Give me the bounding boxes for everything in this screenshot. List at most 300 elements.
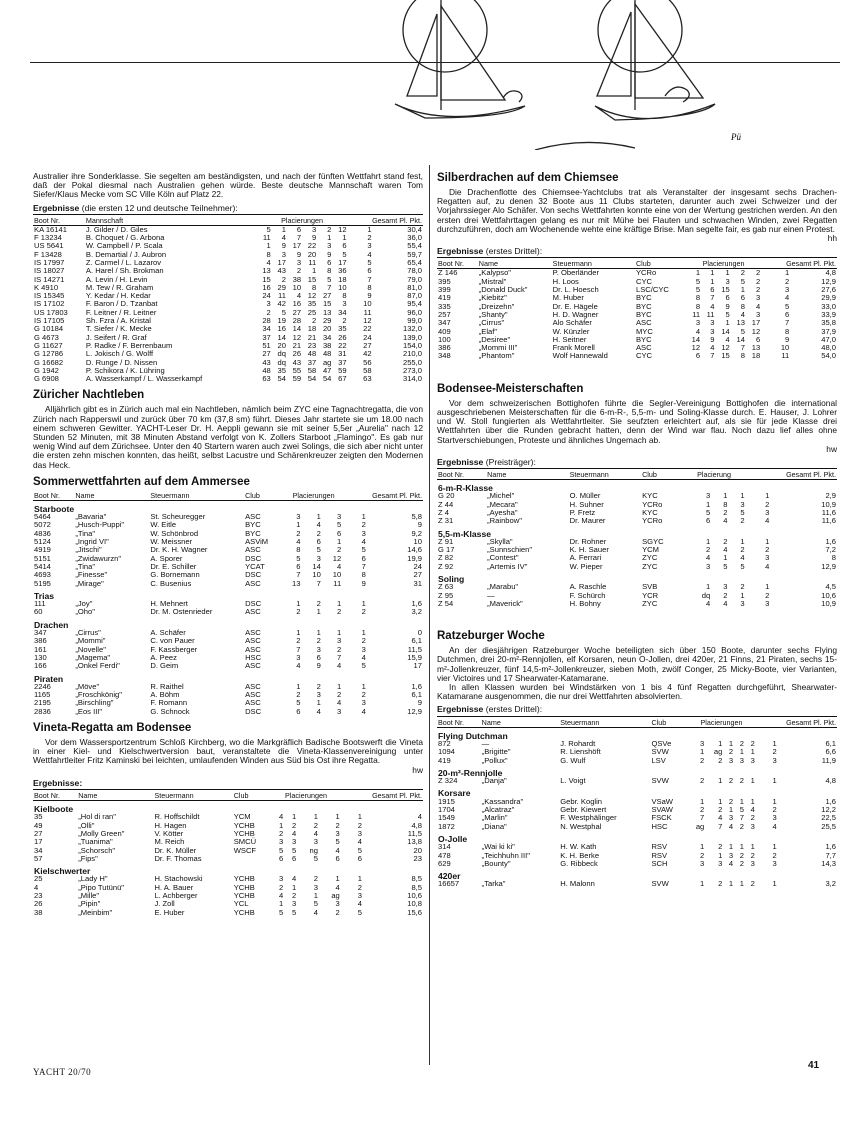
table-cell: SVW (651, 776, 669, 786)
table-cell: R. Raithel (150, 681, 184, 691)
table-cell: BYC (635, 293, 652, 303)
table-cell: 17 (292, 241, 302, 251)
table-cell: 19 (277, 316, 286, 326)
table-cell: 96,0 (407, 307, 422, 317)
table-cell: 14 (721, 326, 730, 336)
table-cell: 1094 (438, 747, 455, 757)
col-gesamt: Gesamt Pl. Pkt. (346, 492, 423, 501)
table-row (437, 880, 837, 888)
table-cell: 5195 (34, 578, 51, 588)
table-cell: 5 (266, 224, 271, 234)
table-cell: 2 (740, 582, 745, 592)
table-cell: 12 (363, 316, 372, 326)
table-cell: 20 (322, 324, 332, 334)
table-cell: 3 (335, 828, 340, 838)
table-cell: 4 (281, 233, 286, 243)
table-cell: 18 (338, 274, 347, 284)
table-cell: 11,5 (407, 828, 422, 838)
table-cell: 7 (710, 293, 715, 303)
table-cell: 2 (723, 508, 728, 517)
table-cell: 7 (739, 813, 744, 823)
table-cell: 210,0 (402, 349, 422, 359)
col-boot: Boot Nr. (33, 492, 74, 501)
table-cell: ASC (245, 607, 261, 617)
table-cell: 4919 (34, 545, 51, 555)
table-cell: „Rainbow" (487, 516, 522, 526)
table-cell: 5072 (34, 520, 51, 530)
table-cell: L. Voigt (560, 776, 586, 786)
right-column (437, 172, 837, 889)
table-cell: 872 (438, 738, 451, 748)
table-cell: 12,9 (407, 706, 422, 716)
table-cell: 2 (367, 233, 372, 243)
table-cell: Gebr. Koglin (560, 796, 603, 806)
table-cell: YCHB (233, 890, 255, 900)
bodensee-results-label: Ergebnisse (Preisträger): (437, 458, 837, 469)
table-cell: Wolf Hannewald (552, 351, 608, 361)
table-cell: 5464 (34, 512, 51, 522)
table-cell: 419 (438, 755, 451, 765)
table-cell: SMCÜ (233, 837, 257, 847)
table-cell: 18 (307, 324, 317, 334)
table-cell: 395 (438, 276, 451, 286)
table-cell: 1 (291, 812, 297, 822)
table-cell: 4 (278, 812, 284, 822)
table-cell: 2 (357, 882, 362, 892)
table-cell: O. Müller (569, 491, 601, 501)
table-cell: ASViM (245, 537, 269, 547)
table-cell: 1 (342, 233, 347, 243)
table-cell: „Tina" (75, 528, 96, 538)
table-cell: 2 (336, 690, 342, 700)
table-cell: 35 (34, 812, 43, 822)
table-cell: 7 (700, 813, 705, 823)
table-cell: 4 (725, 334, 730, 344)
table-cell: BYC (245, 520, 261, 530)
table-cell: 2 (765, 545, 770, 555)
table-cell: 1 (316, 628, 321, 638)
table-cell: 1 (706, 499, 711, 509)
table-cell: V. Kötter (154, 828, 184, 838)
table-cell: 4,8 (825, 268, 836, 278)
table-cell: 14 (736, 334, 745, 344)
table-cell: 2 (756, 268, 761, 278)
table-cell: 63 (363, 374, 372, 384)
table-cell: Z 44 (438, 499, 454, 509)
col-boot: Boot Nr. (33, 217, 85, 226)
table-cell: F. Baron / D. Tzanbat (85, 299, 158, 309)
table-cell: 2 (718, 879, 723, 889)
table-cell: 4 (728, 821, 734, 831)
table-cell: „Meinbim" (78, 907, 113, 917)
table-cell: „Onkel Ferdi" (75, 661, 120, 671)
table-cell: 34 (322, 332, 332, 342)
table-cell: F. Kassberger (150, 644, 198, 654)
table-cell: 2 (765, 590, 770, 600)
col-steuermann: Steuermann (569, 471, 642, 480)
table-cell: 11 (363, 307, 372, 317)
table-cell: „Marlin" (481, 813, 508, 823)
table-cell: 1 (772, 738, 777, 748)
table-cell: 5 (357, 907, 362, 917)
table-cell: G 11627 (34, 340, 63, 350)
table-cell: „Elaf" (478, 326, 498, 336)
col-steuermann: Steuermann (153, 792, 232, 801)
table-cell: 36,0 (407, 233, 422, 243)
table-cell: 2 (740, 545, 745, 555)
table-cell: HSC (245, 652, 262, 662)
table-cell: „Pipin" (78, 899, 101, 909)
table-cell: 4 (728, 858, 734, 868)
table-cell: 3 (357, 890, 362, 900)
table-row (437, 777, 837, 785)
table-cell: L. Jokisch / G. Wolff (85, 349, 154, 359)
vineta-paragraph: Vor dem Wassersportzentrum Schloß Kirchberg, wo die Markgräflich Badische Bootswerft die Vineta in einer Kiel- und Kielschwertversion baut, veranstaltete die Vineta-Klassenvereinigung unter Wettfahrtleiter Fritz Kaminski bei leichten, umlaufenden Winden aus Süd bis Ost ihre Regatta. (33, 737, 423, 766)
table-cell: B. Demartial / J. Aubron (85, 249, 167, 259)
table-cell: 16657 (438, 879, 460, 889)
table-cell: 1 (700, 842, 705, 852)
table-cell: 3 (728, 755, 734, 765)
table-cell: „Phantom" (478, 351, 515, 361)
table-cell: 4 (706, 553, 711, 563)
table-cell: „Novelle" (75, 644, 106, 654)
table-cell: 132,0 (402, 324, 422, 334)
table-cell: 2 (700, 805, 705, 815)
table-cell: 67 (338, 374, 347, 384)
table-cell: YCRo (642, 516, 663, 526)
table-cell: 3 (785, 285, 790, 295)
table-cell: A. Peez (150, 652, 177, 662)
table-cell: 139,0 (402, 332, 422, 342)
table-cell: 7 (296, 570, 301, 580)
table-cell: 2 (336, 607, 342, 617)
table-cell: J. Zoll (154, 899, 175, 909)
table-cell: 81,0 (407, 282, 422, 292)
table-cell: RSV (651, 842, 668, 852)
table-cell: 1 (336, 681, 342, 691)
table-cell: 17 (34, 837, 43, 847)
table-cell: „Artemis IV" (487, 561, 528, 571)
table-cell: „Finesse" (75, 570, 108, 580)
table-cell: 5 (740, 276, 745, 286)
table-cell: 8 (740, 301, 745, 311)
table-row (33, 580, 423, 588)
table-cell: H. W. Kath (560, 842, 597, 852)
table-cell: 8 (785, 326, 790, 336)
col-gesamt: Gesamt Pl. Pkt. (761, 260, 837, 269)
table-cell: 4 (313, 907, 318, 917)
table-cell: 1 (278, 820, 284, 830)
class-group-label: Piraten (34, 673, 64, 684)
table-cell: 3 (700, 858, 705, 868)
table-cell: 4 (296, 537, 301, 547)
col-gesamt: Gesamt Pl. Pkt. (341, 792, 423, 801)
table-cell: YCHB (233, 907, 255, 917)
table-cell: 1 (706, 582, 711, 592)
table-cell: 1 (739, 842, 744, 852)
class-group-label: 20-m²-Rennjolle (438, 767, 503, 778)
table-cell: ag (322, 357, 332, 367)
table-cell: „Kassandra" (481, 796, 524, 806)
table-cell: 4 (740, 553, 745, 563)
table-cell: 2 (281, 274, 286, 284)
table-cell: 335 (438, 301, 451, 311)
table-cell: YCM (642, 545, 659, 555)
table-cell: 5 (357, 845, 362, 855)
table-cell: „Fips" (78, 853, 98, 863)
table-cell: 3 (772, 755, 777, 765)
table-cell: 2 (772, 805, 777, 815)
table-cell: 5 (361, 661, 366, 671)
table-cell: YCRo (635, 268, 657, 278)
table-cell: 27 (292, 307, 302, 317)
table-cell: BYC (635, 334, 652, 344)
table-cell: 2 (740, 516, 745, 526)
table-cell: 3 (706, 491, 711, 501)
bodensee-results-table (437, 471, 837, 608)
table-cell: 1 (725, 318, 730, 328)
group-heading-row (33, 671, 423, 683)
table-cell: 43 (292, 357, 302, 367)
table-cell: FSCK (651, 813, 672, 823)
table-cell: — (487, 590, 495, 600)
table-cell: LSC/CYC (635, 285, 669, 295)
table-cell: 2 (313, 820, 318, 830)
table-cell: G. Schnock (150, 706, 190, 716)
table-cell: YCHB (233, 874, 255, 884)
table-cell: „Maverick" (487, 598, 523, 608)
table-cell: DSC (245, 553, 262, 563)
table-cell: 4 (723, 598, 728, 608)
table-cell: 1 (336, 537, 342, 547)
table-cell: 17 (751, 318, 761, 328)
table-cell: 4 (750, 805, 755, 815)
table-cell: 12 (292, 332, 302, 342)
table-cell: Alo Schäfer (552, 318, 592, 328)
table-cell: 12 (751, 326, 761, 336)
table-cell: 1 (296, 599, 301, 609)
table-cell: 14,3 (821, 858, 836, 868)
table-cell: 48 (322, 349, 332, 359)
table-cell: 2 (316, 599, 321, 609)
table-cell: „Kiebitz" (478, 293, 507, 303)
table-cell: 87,0 (407, 291, 422, 301)
table-cell: 2 (785, 276, 790, 286)
table-cell: C. Busenius (150, 578, 192, 588)
table-cell: 5 (281, 307, 286, 317)
table-cell: 1 (313, 812, 318, 822)
table-cell: 11,5 (407, 644, 422, 654)
table-cell: 348 (438, 351, 451, 361)
table-cell: 99,0 (407, 316, 422, 326)
col-steuermann: Steuermann (149, 492, 244, 501)
table-cell: 5 (342, 249, 347, 259)
table-cell: 1 (278, 899, 284, 909)
table-cell: 5 (278, 845, 284, 855)
table-cell: 95,4 (407, 299, 422, 309)
table-cell: P. Oberländer (552, 268, 599, 278)
table-cell: L. Achberger (154, 890, 198, 900)
table-cell: ASC (245, 644, 261, 654)
table-cell: „Skylla" (487, 536, 513, 546)
table-cell: P. Fretz (569, 508, 596, 517)
table-cell: 3 (296, 512, 301, 522)
table-cell: 6 (695, 351, 701, 361)
table-cell: 1 (700, 879, 705, 889)
bodensee-paragraph: Vor dem schweizerischen Bottighofen führte die Segler-Vereinigung Bottighofen die international ausgeschriebenen Meisterschaften für die 6-m-R-, 5,5-m- und Soling-Klasse durch. E. Hauser, J. Lohrer und W. Stoll fungierten als Wettfahrtleiter. Sie seufzten erleichtert auf, als sie für jede Klasse drei Wettfahrten über die Runden gebracht hatten, denn der Wind war flau. Noch dazu lief alles ohne Startverschiebungen, Proteste und ähnliches Ungemach ab. (437, 397, 837, 445)
table-row (437, 600, 837, 608)
table-cell: 59,7 (407, 249, 422, 259)
table-cell: 7 (327, 282, 332, 292)
table-cell: 11 (262, 233, 271, 243)
table-cell: G 1942 (34, 365, 59, 375)
table-cell: 2 (336, 644, 342, 654)
table-cell: 8 (312, 282, 317, 292)
table-cell: 13 (292, 578, 301, 588)
table-cell: ASC (245, 681, 261, 691)
table-cell: 9 (710, 334, 715, 344)
table-cell: 6 (361, 553, 366, 563)
table-cell: „Marabu" (487, 582, 519, 592)
table-cell: 2 (728, 796, 734, 806)
table-cell: IS 17105 (34, 316, 65, 326)
table-cell: 6,6 (825, 747, 836, 757)
table-cell: 3 (740, 598, 745, 608)
table-cell: Dr. Rohner (569, 536, 607, 546)
table-cell: 1,6 (825, 796, 836, 806)
table-cell: 2 (718, 755, 723, 765)
table-cell: 59 (292, 374, 302, 384)
table-cell: 10,8 (407, 899, 422, 909)
table-cell: 4 (772, 821, 777, 831)
table-cell: ASC (245, 690, 261, 700)
table-cell: 399 (438, 285, 451, 295)
table-cell: 2 (296, 607, 301, 617)
table-cell: 4 (765, 516, 770, 526)
table-cell: Dr. L. Hoesch (552, 285, 599, 295)
table-cell: 1 (772, 879, 777, 889)
class-group-label: Kielboote (34, 804, 74, 815)
table-cell: 1,6 (825, 536, 836, 546)
table-cell: 58 (307, 365, 317, 375)
table-cell: 10,9 (821, 598, 836, 608)
table-cell: 1 (710, 268, 715, 278)
table-cell: 3 (728, 813, 734, 823)
table-cell: 16 (292, 299, 302, 309)
table-cell: G 10184 (34, 324, 64, 334)
table-cell: ng (309, 845, 318, 855)
table-cell: „Mommi III" (478, 343, 518, 353)
table-cell: SCH (651, 858, 668, 868)
table-cell: 2 (739, 858, 744, 868)
class-group-label: Trias (34, 590, 55, 601)
table-cell: G 20 (438, 491, 455, 501)
table-cell: 2 (739, 738, 744, 748)
table-cell: 3 (740, 499, 745, 509)
table-cell: 15 (322, 299, 332, 309)
table-cell: 4,8 (411, 820, 422, 830)
table-cell: 1 (316, 607, 321, 617)
table-cell: 6 (327, 258, 332, 267)
table-cell: 17 (277, 258, 286, 267)
table-cell: 9 (417, 520, 422, 530)
table-cell: 4 (357, 837, 362, 847)
table-cell: 1 (281, 224, 286, 234)
table-cell: 13 (736, 318, 745, 328)
table-cell: 9 (281, 241, 286, 251)
table-cell: 2 (296, 266, 302, 276)
table-cell: H. Malonn (560, 879, 595, 889)
table-cell: 56 (363, 357, 372, 367)
table-cell: 2 (728, 747, 734, 757)
table-cell: „Pipo Tutünü" (78, 882, 124, 892)
table-cell: 5151 (34, 553, 51, 563)
table-cell: 1 (739, 747, 744, 757)
table-row (33, 662, 423, 670)
table-cell: 17 (413, 661, 422, 671)
table-cell: 2 (756, 276, 761, 286)
col-placierung: Placierung (682, 471, 745, 480)
table-cell: 1,6 (411, 599, 422, 609)
table-cell: 1 (316, 512, 321, 522)
table-cell: 54,0 (821, 351, 836, 361)
table-cell: „Möve" (75, 681, 100, 691)
table-row (33, 375, 423, 383)
bodensee-author-sign: hw (826, 443, 837, 454)
table-cell: 3 (739, 755, 744, 765)
table-cell: 15,9 (407, 652, 422, 662)
class-group-label: 6-m-R-Klasse (438, 483, 493, 494)
table-cell: 2 (750, 813, 755, 823)
table-cell: 14 (691, 334, 701, 344)
table-cell: ASC (635, 318, 652, 328)
table-cell: „Tina" (75, 561, 96, 571)
table-cell: 4 (765, 561, 770, 571)
table-cell: 4 (336, 661, 342, 671)
table-cell: 7 (785, 318, 790, 328)
table-cell: 7 (361, 561, 366, 571)
table-cell: 11 (333, 578, 342, 588)
table-cell: 8 (296, 545, 301, 555)
table-cell: G 4673 (34, 332, 59, 342)
table-cell: 14 (312, 561, 321, 571)
table-cell: 1 (740, 536, 745, 546)
table-cell: „Mistral" (478, 276, 507, 286)
table-cell: 1 (296, 628, 301, 638)
table-cell: „Diana" (481, 821, 507, 831)
ratzeburg-paragraph-1: An der diesjährigen Ratzeburger Woche beteiligten sich über 150 Boote, darunter sechs Flying Dutchmen, drei 20-m²-Rennjollen, elf Korsaren, neun O-Jollen, drei 420er, 21 Finns, 21 Piraten, sechs 15-m²-Jollenkreuzer, fünf 14,5-m²-Jollenkreuzer, sieben Moth, zwölf Conger, 25 Micky-Boote, vier Varianten, vier Victoires und 17 Shearwater-Katamarane. (437, 645, 837, 683)
table-cell: LSV (651, 755, 666, 765)
table-cell: 2 (296, 528, 301, 538)
table-cell: 2 (756, 285, 761, 295)
table-cell: 23 (413, 853, 422, 863)
table-cell: 1 (335, 812, 340, 822)
table-cell: 8 (327, 266, 332, 276)
table-cell: 4 (316, 520, 321, 530)
table-cell: 47,0 (821, 334, 836, 344)
table-cell: G. Bornemann (150, 570, 200, 580)
table-cell: 7 (740, 343, 745, 353)
table-cell: 24 (262, 291, 271, 301)
table-cell: 7 (718, 821, 723, 831)
table-cell: „Tuanima" (78, 837, 113, 847)
table-cell: „Schorsch" (78, 845, 116, 855)
table-cell: 8,5 (411, 874, 422, 884)
table-cell: „Ingrid VI" (75, 537, 109, 547)
table-cell: „Joy" (75, 599, 93, 609)
table-cell: 12 (691, 343, 701, 353)
table-cell: 4 (740, 309, 745, 319)
